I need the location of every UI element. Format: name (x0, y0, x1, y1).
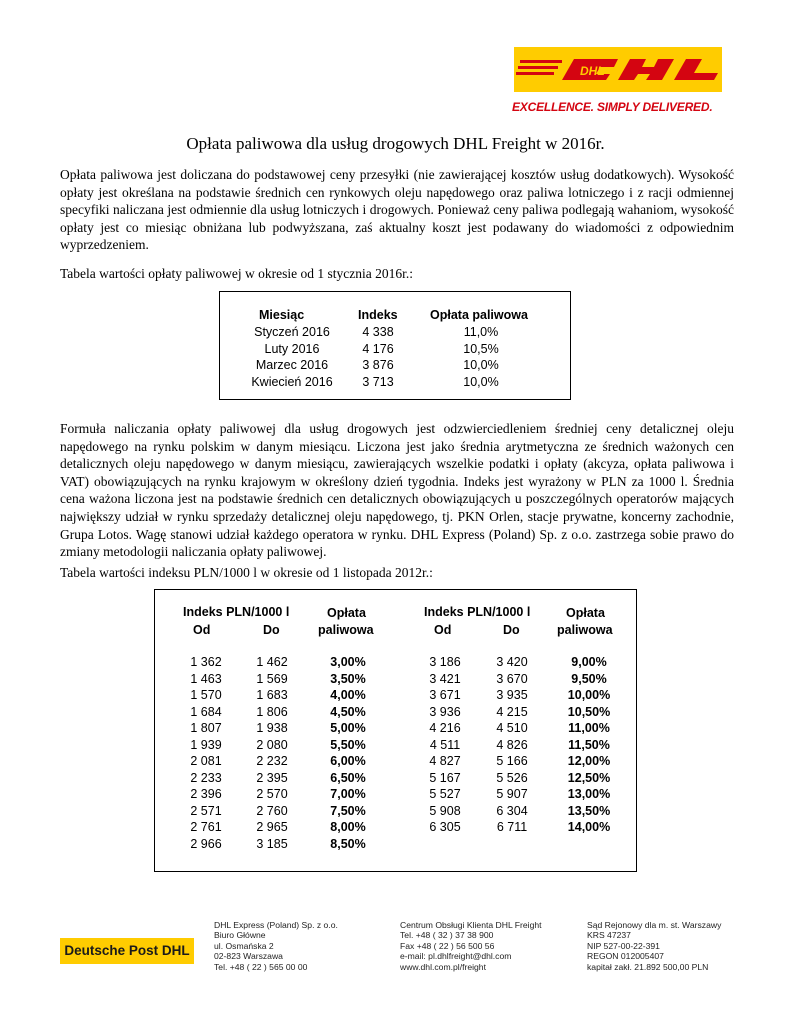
right-col-to: Do (503, 623, 520, 637)
footer-registry-line: REGON 012005407 (587, 951, 664, 962)
index-fee-table (154, 589, 637, 872)
page-title: Opłata paliwowa dla usług drogowych DHL Freight w 2016r. (186, 134, 605, 153)
right-cell-from: 3 936 (429, 704, 461, 719)
left-cell-from: 2 396 (190, 787, 222, 801)
left-cell-fee: 6,00% (330, 754, 366, 768)
left-cell-fee: 8,00% (330, 820, 366, 834)
footer-registry-line: KRS 47237 (587, 930, 631, 941)
footer-registry-line: Sąd Rejonowy dla m. st. Warszawy (587, 920, 722, 930)
footer-company (214, 920, 338, 972)
table1-cell-month: Luty 2016 (264, 341, 320, 356)
right-cell-fee: 13,50% (567, 803, 611, 818)
formula-paragraph: Formuła naliczania opłaty paliwowej dla usług drogowych jest odzwierciedleniem średniej ceny detalicznej oleju napędowego na rynku polskim w danym miesiącu. Liczona jest jako średnia arytmetyczna ze średnich ważonych cen detalicznych oleju napędowego w danym miesiącu, zawierających wszelkie podatki i opłaty (akcyza, opłata paliwowa i VAT) obowiązujących na rynku krajowym w określony dzień tygodnia. Indeks jest wyrażony w PLN za 1000 l. Średnia cena ważona liczona jest na podstawie średnich cen detalicznych obowiązujących u poszczególnych operatorów mających największy udział w rynku sprzedaży detalicznej oleju napędowego, tj. PKN Orlen, stacje prywatne, koncerny zachodnie, Grupa Lotos. Wagę stanowi udział każdego operatora w rynku. DHL Express (Poland) Sp. z o.o. zastrzega sobie prawo do zmiany metodologii naliczania opłaty paliwowej. (60, 421, 734, 560)
right-cell-from: 3 186 (429, 655, 461, 669)
left-cell-fee: 5,50% (330, 737, 366, 752)
left-cell-fee: 8,50% (330, 836, 366, 851)
footer-service-line: Centrum Obsługi Klienta DHL Freight (400, 920, 542, 930)
table1-cell-fee: 10,5% (463, 341, 499, 356)
left-cell-to: 2 760 (256, 803, 288, 818)
table1-cell-index: 4 176 (362, 341, 394, 356)
footer-service-line: www.dhl.com.pl/freight (400, 961, 486, 972)
right-cell-from: 3 421 (429, 671, 461, 686)
footer-company-line: ul. Osmańska 2 (214, 940, 274, 951)
right-cell-fee: 12,00% (567, 754, 611, 768)
right-cell-fee: 9,50% (571, 671, 607, 686)
left-cell-to: 2 395 (256, 770, 288, 785)
right-cell-fee: 10,00% (567, 688, 611, 702)
left-cell-fee: 7,00% (330, 787, 366, 801)
table1-cell-month: Marzec 2016 (255, 358, 329, 372)
table1-header-month: Miesiąc (259, 308, 305, 322)
left-cell-fee: 3,00% (330, 655, 366, 669)
left-cell-fee: 5,00% (330, 721, 366, 735)
right-cell-from: 6 305 (429, 820, 461, 834)
left-cell-from: 1 463 (190, 671, 222, 686)
right-cell-from: 5 908 (429, 803, 461, 818)
right-cell-from: 5 527 (429, 787, 461, 801)
left-cell-to: 2 965 (256, 820, 288, 834)
table1-cell-fee: 10,0% (463, 358, 499, 372)
right-cell-to: 4 510 (496, 721, 528, 735)
left-cell-to: 1 806 (256, 704, 288, 719)
right-fee-header-1: Opłata (566, 606, 605, 620)
table1-cell-index: 3 876 (362, 358, 394, 372)
right-fee-header-2: paliwowa (557, 623, 613, 637)
table1-cell-fee: 10,0% (463, 374, 499, 389)
left-cell-fee: 6,50% (330, 770, 366, 785)
left-cell-from: 1 684 (190, 704, 222, 719)
left-cell-from: 2 966 (190, 836, 222, 851)
right-col-from: Od (434, 623, 452, 637)
right-cell-to: 6 304 (496, 803, 528, 818)
footer-registry-line: kapitał zakł. 21.892 500,00 PLN (587, 961, 709, 972)
table1-header-index: Indeks (358, 308, 398, 322)
right-cell-to: 3 420 (496, 655, 528, 669)
footer-service-line: Tel. +48 ( 32 ) 37 38 900 (400, 930, 494, 941)
left-cell-from: 1 570 (190, 688, 222, 702)
dhl-logo-text: DHL (580, 64, 605, 78)
tagline: EXCELLENCE. SIMPLY DELIVERED. (512, 100, 713, 114)
left-cell-to: 1 569 (256, 671, 288, 686)
left-cell-to: 1 683 (256, 688, 288, 702)
right-cell-fee: 11,00% (568, 721, 610, 735)
right-cell-from: 4 216 (429, 721, 461, 735)
table2-caption: Tabela wartości indeksu PLN/1000 l w okresie od 1 listopada 2012r.: (60, 565, 433, 580)
table1-caption: Tabela wartości opłaty paliwowej w okresie od 1 stycznia 2016r.: (60, 266, 413, 281)
right-cell-fee: 12,50% (567, 770, 611, 785)
left-cell-from: 1 362 (190, 655, 222, 669)
right-cell-fee: 11,50% (568, 737, 610, 752)
left-cell-to: 2 570 (256, 787, 288, 801)
footer-registry (587, 920, 721, 972)
right-cell-fee: 14,00% (567, 820, 611, 834)
left-cell-from: 1 939 (190, 737, 222, 752)
left-cell-fee: 3,50% (330, 671, 366, 686)
monthly-fuel-table (219, 291, 571, 400)
right-cell-fee: 10,50% (567, 704, 611, 719)
left-group-header: Indeks PLN/1000 l (183, 605, 290, 619)
right-cell-to: 6 711 (496, 820, 528, 834)
left-cell-to: 2 232 (256, 754, 288, 768)
right-cell-to: 4 215 (496, 704, 528, 719)
right-cell-from: 5 167 (429, 770, 461, 785)
dhl-logo-graphic (514, 47, 722, 92)
left-cell-to: 2 080 (256, 737, 288, 752)
left-col-from: Od (193, 623, 211, 637)
right-cell-to: 3 935 (496, 688, 528, 702)
right-cell-fee: 13,00% (567, 787, 611, 801)
footer-service-line: Fax +48 ( 22 ) 56 500 56 (400, 940, 495, 951)
footer-company-line: Tel. +48 ( 22 ) 565 00 00 (214, 961, 308, 972)
left-col-to: Do (263, 623, 280, 637)
left-cell-from: 2 761 (190, 820, 222, 834)
right-cell-to: 5 166 (496, 754, 528, 768)
table1-cell-index: 3 713 (362, 374, 394, 389)
footer-company-line: DHL Express (Poland) Sp. z o.o. (214, 920, 338, 930)
left-cell-to: 1 938 (256, 721, 288, 735)
left-cell-to: 1 462 (256, 655, 288, 669)
right-cell-from: 4 827 (429, 754, 461, 768)
table1-cell-index: 4 338 (362, 325, 394, 339)
left-cell-from: 2 081 (190, 754, 222, 768)
left-cell-fee: 7,50% (330, 803, 366, 818)
right-cell-fee: 9,00% (571, 655, 607, 669)
footer-company-line: Biuro Główne (214, 930, 266, 941)
table1-cell-fee: 11,0% (463, 325, 499, 339)
right-cell-from: 4 511 (429, 737, 461, 752)
table1-cell-month: Styczeń 2016 (254, 325, 330, 339)
table1-cell-month: Kwiecień 2016 (251, 374, 333, 389)
right-cell-from: 3 671 (429, 688, 461, 702)
left-cell-from: 2 233 (190, 770, 222, 785)
right-group-header: Indeks PLN/1000 l (424, 605, 531, 619)
right-cell-to: 5 907 (496, 787, 528, 801)
dhl-logo (514, 47, 722, 92)
deutsche-post-dhl-logo: Deutsche Post DHL (60, 938, 194, 964)
right-cell-to: 3 670 (496, 671, 528, 686)
right-cell-to: 4 826 (496, 737, 528, 752)
footer-customer-service (400, 920, 542, 972)
right-cell-to: 5 526 (496, 770, 528, 785)
table1-header-fee: Opłata paliwowa (430, 308, 528, 322)
footer-company-line: 02-823 Warszawa (214, 951, 283, 962)
left-cell-fee: 4,00% (330, 688, 366, 702)
left-cell-to: 3 185 (256, 836, 288, 851)
footer-registry-line: NIP 527-00-22-391 (587, 940, 660, 951)
left-fee-header-2: paliwowa (318, 623, 374, 637)
left-fee-header-1: Opłata (327, 606, 366, 620)
left-cell-from: 2 571 (190, 803, 222, 818)
footer-service-line: e-mail: pl.dhlfreight@dhl.com (400, 951, 512, 962)
left-cell-fee: 4,50% (330, 704, 366, 719)
intro-paragraph: Opłata paliwowa jest doliczana do podstawowej ceny przesyłki (nie zawierającej kosztów usług dodatkowych). Wysokość opłaty jest określana na podstawie średnich cen rynkowych oleju napędowego oraz paliwa lotniczego i z racji odmiennej specyfiki naliczana jest odmiennie dla usług lotniczych i drogowych. Ponieważ ceny paliwa podlegają wahaniom, wysokość opłaty jest co miesiąc obniżana lub podwyższana, zaś aktualny koszt jest podawany do wiadomości z odpowiednim wyprzedzeniem. (60, 167, 734, 253)
left-cell-from: 1 807 (190, 721, 222, 735)
